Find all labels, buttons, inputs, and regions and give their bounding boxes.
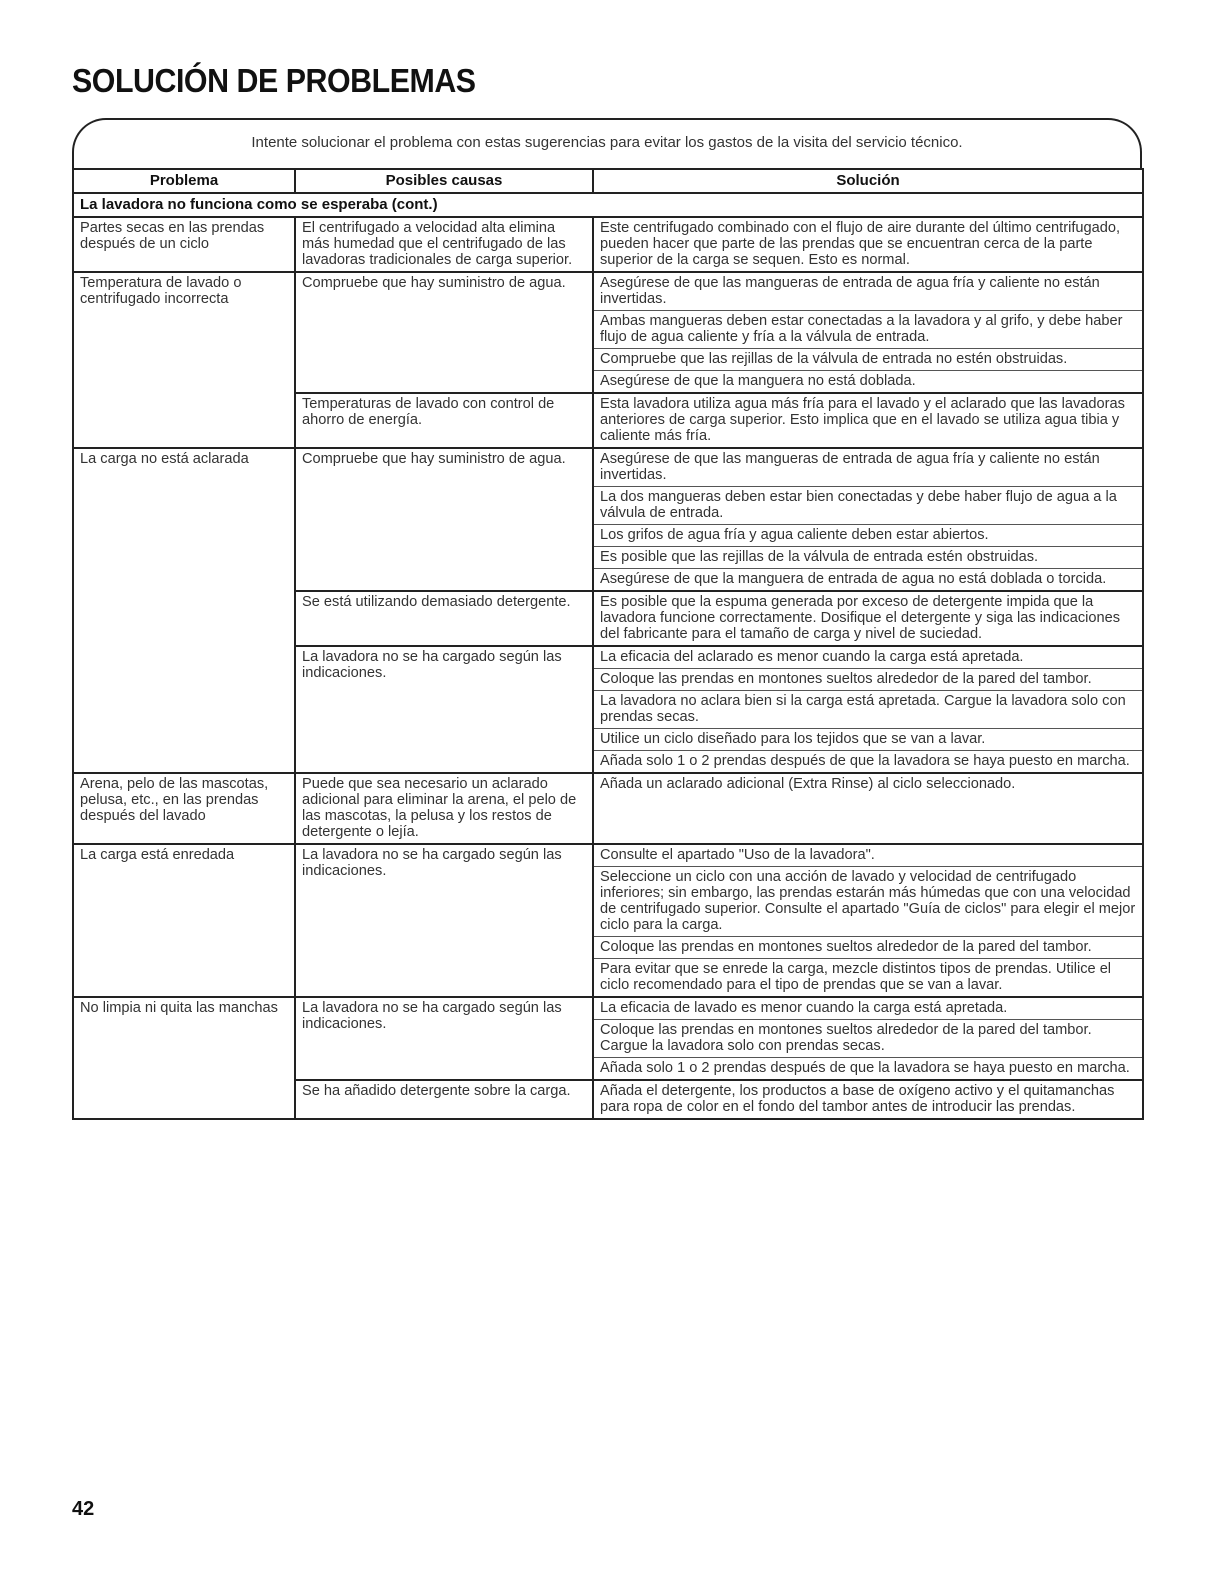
table-row — [73, 844, 1143, 867]
solution-cell: Es posible que las rejillas de la válvula de entrada estén obstruidas. — [593, 547, 1143, 569]
cause-cell: Compruebe que hay suministro de agua. — [295, 448, 593, 591]
solution-cell: Los grifos de agua fría y agua caliente deben estar abiertos. — [593, 525, 1143, 547]
solution-cell: Utilice un ciclo diseñado para los tejidos que se van a lavar. — [593, 729, 1143, 751]
solution-cell: Compruebe que las rejillas de la válvula de entrada no estén obstruidas. — [593, 349, 1143, 371]
solution-cell: Añada el detergente, los productos a base de oxígeno activo y el quitamanchas para ropa de color en el fondo del tambor antes de introducir las prendas. — [593, 1080, 1143, 1119]
problem-cell: No limpia ni quita las manchas — [73, 997, 295, 1119]
header-causes: Posibles causas — [295, 169, 593, 193]
section-heading: La lavadora no funciona como se esperaba (cont.) — [73, 193, 1143, 217]
solution-cell: Coloque las prendas en montones sueltos alrededor de la pared del tambor. — [593, 937, 1143, 959]
solution-cell: Es posible que la espuma generada por exceso de detergente impida que la lavadora funcione correctamente. Dosifique el detergente y siga las indicaciones del fabricante para el tamaño de carga y nivel de suciedad. — [593, 591, 1143, 646]
table-row — [73, 272, 1143, 311]
problem-cell: La carga no está aclarada — [73, 448, 295, 773]
solution-cell: La eficacia del aclarado es menor cuando la carga está apretada. — [593, 646, 1143, 669]
solution-cell: Añada solo 1 o 2 prendas después de que la lavadora se haya puesto en marcha. — [593, 1058, 1143, 1081]
table-body — [73, 193, 1143, 1119]
section-row — [73, 193, 1143, 217]
cause-cell: El centrifugado a velocidad alta elimina más humedad que el centrifugado de las lavadoras tradicionales de carga superior. — [295, 217, 593, 272]
solution-cell: La dos mangueras deben estar bien conectadas y debe haber flujo de agua a la válvula de entrada. — [593, 487, 1143, 525]
table-row — [73, 448, 1143, 487]
cause-cell: Puede que sea necesario un aclarado adicional para eliminar la arena, el pelo de las mascotas, la pelusa y los restos de detergente o lejía. — [295, 773, 593, 844]
solution-cell: Este centrifugado combinado con el flujo de aire durante del último centrifugado, pueden hacer que parte de las prendas que se encuentran cerca de la parte superior de la carga se sequen. Esto es normal. — [593, 217, 1143, 272]
solution-cell: Asegúrese de que las mangueras de entrada de agua fría y caliente no están invertidas. — [593, 448, 1143, 487]
solution-cell: Coloque las prendas en montones sueltos alrededor de la pared del tambor. — [593, 669, 1143, 691]
solution-cell: Ambas mangueras deben estar conectadas a la lavadora y al grifo, y debe haber flujo de agua caliente y fría a la válvula de entrada. — [593, 311, 1143, 349]
solution-cell: Añada solo 1 o 2 prendas después de que la lavadora se haya puesto en marcha. — [593, 751, 1143, 774]
cause-cell: La lavadora no se ha cargado según las indicaciones. — [295, 997, 593, 1080]
solution-cell: Seleccione un ciclo con una acción de lavado y velocidad de centrifugado inferiores; sin embargo, las prendas estarán más húmedas que con una velocidad de centrifugado superior. Consulte el apartado "Guía de ciclos" para elegir el mejor ciclo para la carga. — [593, 867, 1143, 937]
page-title: SOLUCIÓN DE PROBLEMAS — [72, 62, 476, 99]
problem-cell: Temperatura de lavado o centrifugado incorrecta — [73, 272, 295, 448]
solution-cell: Asegúrese de que la manguera de entrada de agua no está doblada o torcida. — [593, 569, 1143, 592]
problem-cell: La carga está enredada — [73, 844, 295, 997]
solution-cell: La eficacia de lavado es menor cuando la carga está apretada. — [593, 997, 1143, 1020]
cause-cell: La lavadora no se ha cargado según las indicaciones. — [295, 646, 593, 773]
cause-cell: Se está utilizando demasiado detergente. — [295, 591, 593, 646]
problem-cell: Arena, pelo de las mascotas, pelusa, etc., en las prendas después del lavado — [73, 773, 295, 844]
table-row — [73, 997, 1143, 1020]
solution-cell: Esta lavadora utiliza agua más fría para el lavado y el aclarado que las lavadoras anteriores de carga superior. Esto implica que en el lavado se utiliza agua tibia y caliente más fría. — [593, 393, 1143, 448]
page-number: 42 — [72, 1498, 95, 1520]
table-row — [73, 773, 1143, 844]
intro-text: Intente solucionar el problema con estas sugerencias para evitar los gastos de la visita del servicio técnico. — [251, 134, 963, 151]
solution-cell: Coloque las prendas en montones sueltos alrededor de la pared del tambor. Cargue la lavadora solo con prendas secas. — [593, 1020, 1143, 1058]
cause-cell: Compruebe que hay suministro de agua. — [295, 272, 593, 393]
table-row — [73, 217, 1143, 272]
problem-cell: Partes secas en las prendas después de un ciclo — [73, 217, 295, 272]
cause-cell: Se ha añadido detergente sobre la carga. — [295, 1080, 593, 1119]
cause-cell: La lavadora no se ha cargado según las indicaciones. — [295, 844, 593, 997]
table-header-row — [73, 169, 1143, 193]
header-solution: Solución — [593, 169, 1143, 193]
solution-cell: Consulte el apartado "Uso de la lavadora". — [593, 844, 1143, 867]
solution-cell: La lavadora no aclara bien si la carga está apretada. Cargue la lavadora solo con prendas secas. — [593, 691, 1143, 729]
solution-cell: Añada un aclarado adicional (Extra Rinse) al ciclo seleccionado. — [593, 773, 1143, 844]
solution-cell: Asegúrese de que las mangueras de entrada de agua fría y caliente no están invertidas. — [593, 272, 1143, 311]
troubleshooting-table — [72, 168, 1144, 1120]
cause-cell: Temperaturas de lavado con control de ahorro de energía. — [295, 393, 593, 448]
solution-cell: Para evitar que se enrede la carga, mezcle distintos tipos de prendas. Utilice el ciclo recomendado para el tipo de prendas que se van a lavar. — [593, 959, 1143, 998]
solution-cell: Asegúrese de que la manguera no está doblada. — [593, 371, 1143, 394]
header-problem: Problema — [73, 169, 295, 193]
